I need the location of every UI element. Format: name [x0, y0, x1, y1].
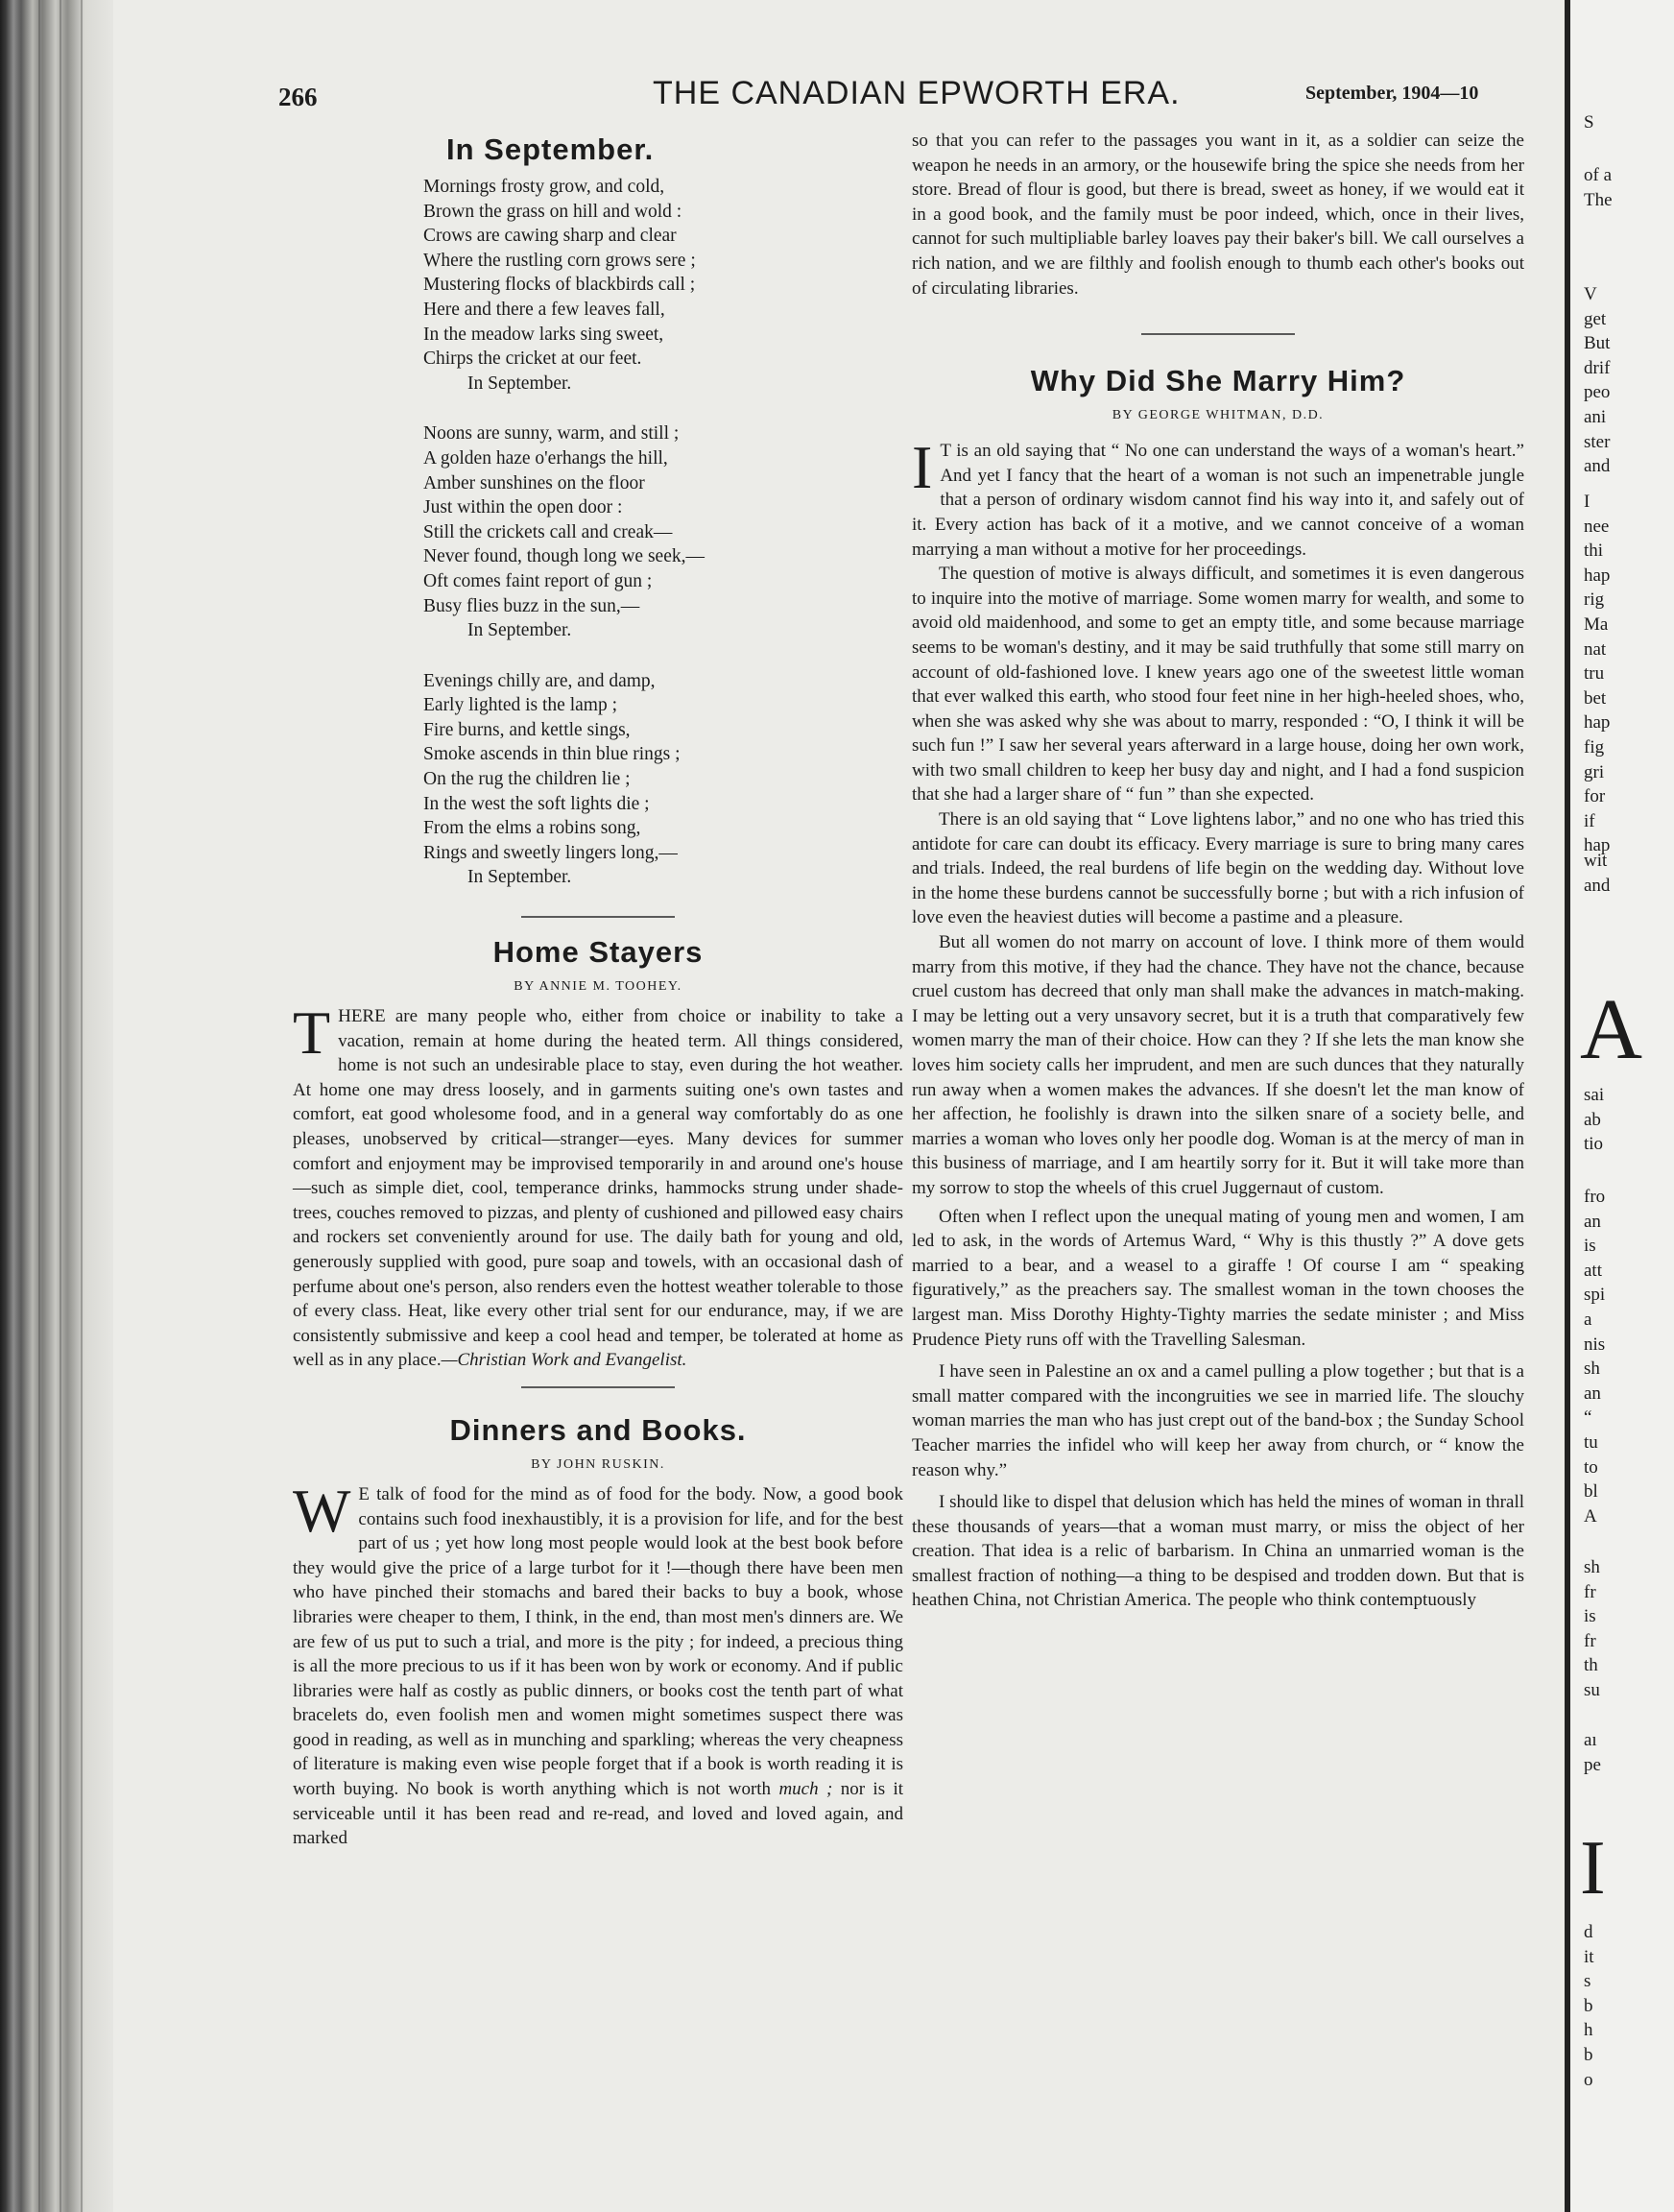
- section-divider: [521, 916, 675, 918]
- poem-stanza: [423, 669, 903, 890]
- next-page-fragments: [1584, 1083, 1674, 1157]
- fragment-text: wit: [1584, 851, 1608, 871]
- fragment-text: tio: [1584, 1134, 1604, 1155]
- fragment-text: nat: [1584, 638, 1607, 660]
- article-paragraph: I have seen in Palestine an ox and a camel pulling a plow together ; but that is a small matter compared with the incongruities we see in married life. The slouchy woman marries the man who has just crept out of the band-box ; the Sunday School Teacher marries the infidel who will keep her away from church, or “ know the reason why.”: [912, 1361, 1524, 1480]
- poem-line: Mustering flocks of blackbirds call ;: [423, 275, 696, 296]
- byline-dinners-books: BY JOHN RUSKIN.: [531, 1456, 665, 1472]
- article-why-marry: [912, 433, 1524, 1613]
- fragment-text: drif: [1584, 357, 1611, 378]
- fragment-text: “: [1584, 1407, 1592, 1429]
- article-dinners-books-continued: [912, 129, 1524, 301]
- fragment-text: hap: [1584, 565, 1611, 586]
- fragment-text: ani: [1584, 406, 1607, 427]
- poem-line: Mornings frosty grow, and cold,: [423, 177, 665, 197]
- poem-line: In September.: [467, 373, 572, 394]
- fragment-text: is: [1584, 1236, 1596, 1257]
- byline-why-marry: BY GEORGE WHITMAN, D.D.: [1112, 408, 1325, 423]
- fragment-text: aı: [1584, 1730, 1597, 1750]
- fragment-text: ab: [1584, 1109, 1601, 1130]
- fragment-text: for: [1584, 786, 1606, 807]
- source-credit: —Christian Work and Evangelist.: [441, 1350, 687, 1371]
- fragment-text: thi: [1584, 541, 1604, 562]
- next-page-letter: S: [1584, 112, 1594, 132]
- fragment-text: But: [1584, 333, 1611, 354]
- fragment-text: an: [1584, 1211, 1601, 1232]
- next-page-fragments: [1584, 1920, 1674, 2092]
- article-body: so that you can refer to the passages you want in it, as a soldier can seize the weapon he needs in an armory, or the housewife bring the spice she needs from her store. Bread of flour is good, but there is bread, sweet as honey, if we would eat it in a good book, and the family must be poor indeed, which, once in their lives, cannot for such multipliable barley loaves pay their baker's bill. We call ourselves a rich nation, and we are filthly and foolish enough to thumb each other's books out of circulating libraries.: [912, 131, 1524, 299]
- fragment-text: of a: [1584, 165, 1613, 185]
- poem-line: Here and there a few leaves fall,: [423, 299, 665, 320]
- poem-line: Noons are sunny, warm, and still ;: [423, 423, 680, 445]
- fragment-text: nee: [1584, 516, 1610, 537]
- fragment-text: su: [1584, 1679, 1600, 1700]
- fragment-text: fr: [1584, 1630, 1596, 1651]
- poem-title: In September.: [446, 132, 655, 166]
- fragment-text: The: [1584, 189, 1613, 210]
- poem-line: Never found, though long we seek,—: [423, 546, 705, 567]
- article-paragraph: Often when I reflect upon the unequal mating of young men and women, I am led to ask, in the words of Artemus Ward, “ Why is this thustly ?” A dove gets married to a bear, and a weasel to a giraffe ! Of course I am “ speaking figuratively,” as the preachers say. The smallest woman in the town chooses the largest man. Miss Dorothy Highty-Tighty marries the sedate minister ; and Miss Prudence Piety runs off with the Travelling Salesman.: [912, 1206, 1524, 1350]
- fragment-text: att: [1584, 1260, 1602, 1281]
- next-page-fragments: [1584, 1728, 1674, 1777]
- article-body: THERE are many people who, either from choice or inability to take a vacation, remain at home during the heated term. All things considered, home is not such an undesirable place to stay, even during the hot weather. At home one may dress loosely, and in garments suiting one's own tastes and comfort, eat good wholesome food, and in a general way comfortably do as one pleases, unobserved by critical—stranger—eyes. Many devices for summer comfort and enjoyment may be improvised temporarily in and around one's house—such as simple diet, cool, temperance drinks, hammocks strung under shade-trees, couches removed to pizzas, and plenty of cushioned and pillowed easy chairs and rockers set conveniently around for use. The daily bath for young and old, generously supplied with good, pure soap and towels, with an occasional dash of perfume about one's person, also renders even the hottest weather tolerable to those of every class. Heat, like every other trial sent for our endurance, may, if we are consistently submissive and keep a cool head and temper, be tolerated at home as well as in any place.—Christian Work and Evangelist.: [293, 998, 903, 1371]
- page-title: THE CANADIAN EPWORTH ERA.: [653, 75, 1181, 111]
- fragment-text: b: [1584, 1995, 1593, 2016]
- poem-line: In the west the soft lights die ;: [423, 793, 650, 814]
- byline-home-stayers: BY ANNIE M. TOOHEY.: [514, 979, 682, 995]
- poem-line: Evenings chilly are, and damp,: [423, 670, 656, 691]
- article-paragraph: I T is an old saying that “ No one can understand the ways of a woman's heart.” And yet I fancy that the heart of a woman is not such an impenetrable jungle that a person of ordinary wisdom cannot find his way into it, and safely out of it. Every action has back of it a motive, and we cannot conceive of a woman marrying a man without a motive for her proceedings.: [912, 433, 1524, 560]
- poem-line: Busy flies buzz in the sun,—: [423, 595, 640, 616]
- poem-stanza: [423, 175, 903, 396]
- poem-line: Rings and sweetly lingers long,—: [423, 842, 678, 863]
- fragment-text: a: [1584, 1309, 1592, 1330]
- fragment-text: and: [1584, 875, 1611, 896]
- article-title-home-stayers: Home Stayers: [492, 935, 704, 970]
- fragment-text: b: [1584, 2044, 1593, 2065]
- fragment-text: h: [1584, 2020, 1593, 2041]
- poem-line: In September.: [467, 620, 572, 641]
- fragment-text: sai: [1584, 1085, 1605, 1105]
- fragment-text: sh: [1584, 1358, 1600, 1380]
- adjacent-page-edge: [1565, 0, 1674, 2212]
- poem-line: In September.: [467, 867, 572, 888]
- fragment-text: tu: [1584, 1431, 1598, 1453]
- article-title-why-marry: Why Did She Marry Him?: [1030, 364, 1406, 398]
- fragment-text: bet: [1584, 687, 1607, 709]
- poem-line: Early lighted is the lamp ;: [423, 695, 617, 716]
- fragment-text: to: [1584, 1456, 1598, 1478]
- fragment-text: sh: [1584, 1557, 1600, 1577]
- fragment-text: fro: [1584, 1187, 1606, 1207]
- next-page-fragments: [1584, 490, 1674, 858]
- page-number: 266: [278, 83, 318, 111]
- poem: [293, 175, 903, 890]
- poem-line: On the rug the children lie ;: [423, 769, 631, 790]
- article-home-stayers: [293, 998, 903, 1373]
- fragment-text: A: [1584, 1505, 1597, 1527]
- fragment-text: pe: [1584, 1754, 1601, 1775]
- poem-line: From the elms a robins song,: [423, 818, 641, 839]
- poem-line: Brown the grass on hill and wold :: [423, 201, 682, 222]
- next-page-dropcap: A: [1580, 982, 1642, 1077]
- fragment-text: peo: [1584, 382, 1611, 403]
- article-paragraph: I should like to dispel that delusion which has held the mines of woman in thrall these thousands of years—that a woman must marry, or miss the object of her creation. That idea is a relic of barbarism. In China an unmarried woman is the smallest fraction of nothing—a thing to be despised and trodden down. But that is heathen China, not Christian America. The people who think contemptuously: [912, 1492, 1524, 1611]
- poem-line: Oft comes faint report of gun ;: [423, 570, 653, 591]
- next-page-fragments: [1584, 163, 1674, 212]
- next-page-fragments: [1584, 282, 1674, 479]
- book-binding: [0, 0, 113, 2212]
- next-page-dropcap: I: [1580, 1826, 1606, 1911]
- poem-line: A golden haze o'erhangs the hill,: [423, 447, 668, 469]
- drop-cap: I: [912, 433, 933, 502]
- poem-line: Smoke ascends in thin blue rings ;: [423, 744, 681, 765]
- article-dinners-books: [293, 1476, 904, 1851]
- article-paragraph: The question of motive is always difficult, and sometimes it is even dangerous to inquire into the motive of marriage. Some women marry for wealth, and some to avoid old maidenhood, and some to get an empty title, and some because marriage seems to be woman's destiny, and it may be said truthfully that some still marry on account of old-fashioned love. I knew years ago one of the sweetest little woman that ever walked this earth, who stood four feet nine in her high-heeled shoes, who, when she was asked why she was about to marry, responded : “O, I think it will be such fun !” I saw her several years afterward in a large house, doing her own work, with two small children to keep her busy day and night, and I had a fond suspicion that she had a larger share of “ fun ” than she expected.: [912, 564, 1524, 805]
- poem-line: Still the crickets call and creak—: [423, 521, 673, 542]
- drop-cap: T: [293, 998, 331, 1068]
- fragment-text: spi: [1584, 1285, 1606, 1306]
- fragment-text: hap: [1584, 835, 1611, 856]
- fragment-text: get: [1584, 308, 1607, 329]
- fragment-text: is: [1584, 1606, 1596, 1627]
- fragment-text: tru: [1584, 663, 1605, 685]
- poem-line: Fire burns, and kettle sings,: [423, 719, 631, 740]
- fragment-text: if: [1584, 810, 1595, 831]
- issue-date: September, 1904—10: [1305, 83, 1479, 104]
- fragment-text: ster: [1584, 431, 1611, 452]
- fragment-text: Ma: [1584, 613, 1609, 635]
- next-page-fragments: [1584, 849, 1674, 898]
- poem-line: Amber sunshines on the floor: [423, 472, 645, 493]
- left-column: [293, 132, 903, 1851]
- fragment-text: bl: [1584, 1481, 1598, 1503]
- poem-line: Chirps the cricket at our feet.: [423, 349, 642, 370]
- article-body: W E talk of food for the mind as of food for the body. Now, a good book contains such food inexhaustibly, it is a provision for life, and for the best part of us ; yet how long most people would look at the best book before they would give the price of a large turbot for it !—though there have been men who have pinched their stomachs and bared their backs to buy a book, whose libraries were cheaper to them, I think, in the end, than most men's dinners are. We are few of us put to such a trial, and more is the pity ; for indeed, a precious thing is all the more precious to us if it has been won by work or economy. And if public libraries were half as costly as public dinners, or books cost the tenth part of what bracelets do, even foolish men and women might sometimes suspect there was good in reading, as well as in munching and sparkling; whereas the very cheapness of literature is making even wise people forget that if a book is worth reading it is worth buying. No book is worth anything which is not worth much ; nor is it serviceable until it has been read and re-read, and loved and loved again, and marked: [293, 1476, 904, 1849]
- fragment-text: nis: [1584, 1334, 1606, 1355]
- poem-stanza: [423, 421, 903, 642]
- fragment-text: fig: [1584, 736, 1605, 757]
- fragment-text: V: [1584, 284, 1597, 304]
- drop-cap: W: [293, 1476, 351, 1545]
- fragment-text: and: [1584, 456, 1611, 477]
- fragment-text: s: [1584, 1971, 1591, 1992]
- article-paragraph: There is an old saying that “ Love lightens labor,” and no one who has tried this antidote for care can doubt its efficacy. Every marriage is sure to bring many cares and trials. Indeed, the real burdens of life begin on the wedding day. Without love in the home these burdens cannot be successfully borne ; but with a rich infusion of love even the heaviest duties will become a pastime and a pleasure.: [912, 809, 1524, 928]
- article-title-dinners-books: Dinners and Books.: [449, 1412, 747, 1447]
- section-divider: [1141, 333, 1295, 335]
- fragment-text: hap: [1584, 712, 1611, 733]
- fragment-text: rig: [1584, 589, 1605, 611]
- fragment-text: d: [1584, 1922, 1593, 1942]
- fragment-text: gri: [1584, 761, 1605, 782]
- article-paragraph: But all women do not marry on account of love. I think more of them would marry from this motive, if they had the chance. They have not the chance, because cruel custom has decreed that only man shall make the advances in match-making. I may be letting out a very unsavory secret, but it is a truth that comparatively few women marry the man of their choice. How can they ? If she lets the man know she loves him society calls her imprudent, and men are such dunces that they naturally run away when a women makes the advances. If she doesn't let the man know of her affection, he foolishly is drawn into the silken snare of a society belle, and marries a woman who loves only her poodle dog. Woman is at the mercy of man in this business of marriage, and I am heartily sorry for it. But it will take more than my sorrow to stop the wheels of this cruel Juggernaut of custom.: [912, 932, 1524, 1198]
- fragment-text: an: [1584, 1382, 1601, 1404]
- right-column: [912, 129, 1524, 1613]
- poem-line: Just within the open door :: [423, 497, 623, 518]
- section-divider: [521, 1386, 675, 1388]
- fragment-text: th: [1584, 1655, 1598, 1676]
- fragment-text: it: [1584, 1946, 1594, 1967]
- fragment-text: fr: [1584, 1581, 1596, 1602]
- poem-line: In the meadow larks sing sweet,: [423, 324, 664, 345]
- next-page-fragments: [1584, 1555, 1674, 1703]
- poem-line: Where the rustling corn grows sere ;: [423, 250, 696, 271]
- poem-line: Crows are cawing sharp and clear: [423, 226, 677, 247]
- next-page-fragments: [1584, 1185, 1674, 1528]
- fragment-text: I: [1584, 492, 1590, 512]
- fragment-text: o: [1584, 2069, 1593, 2090]
